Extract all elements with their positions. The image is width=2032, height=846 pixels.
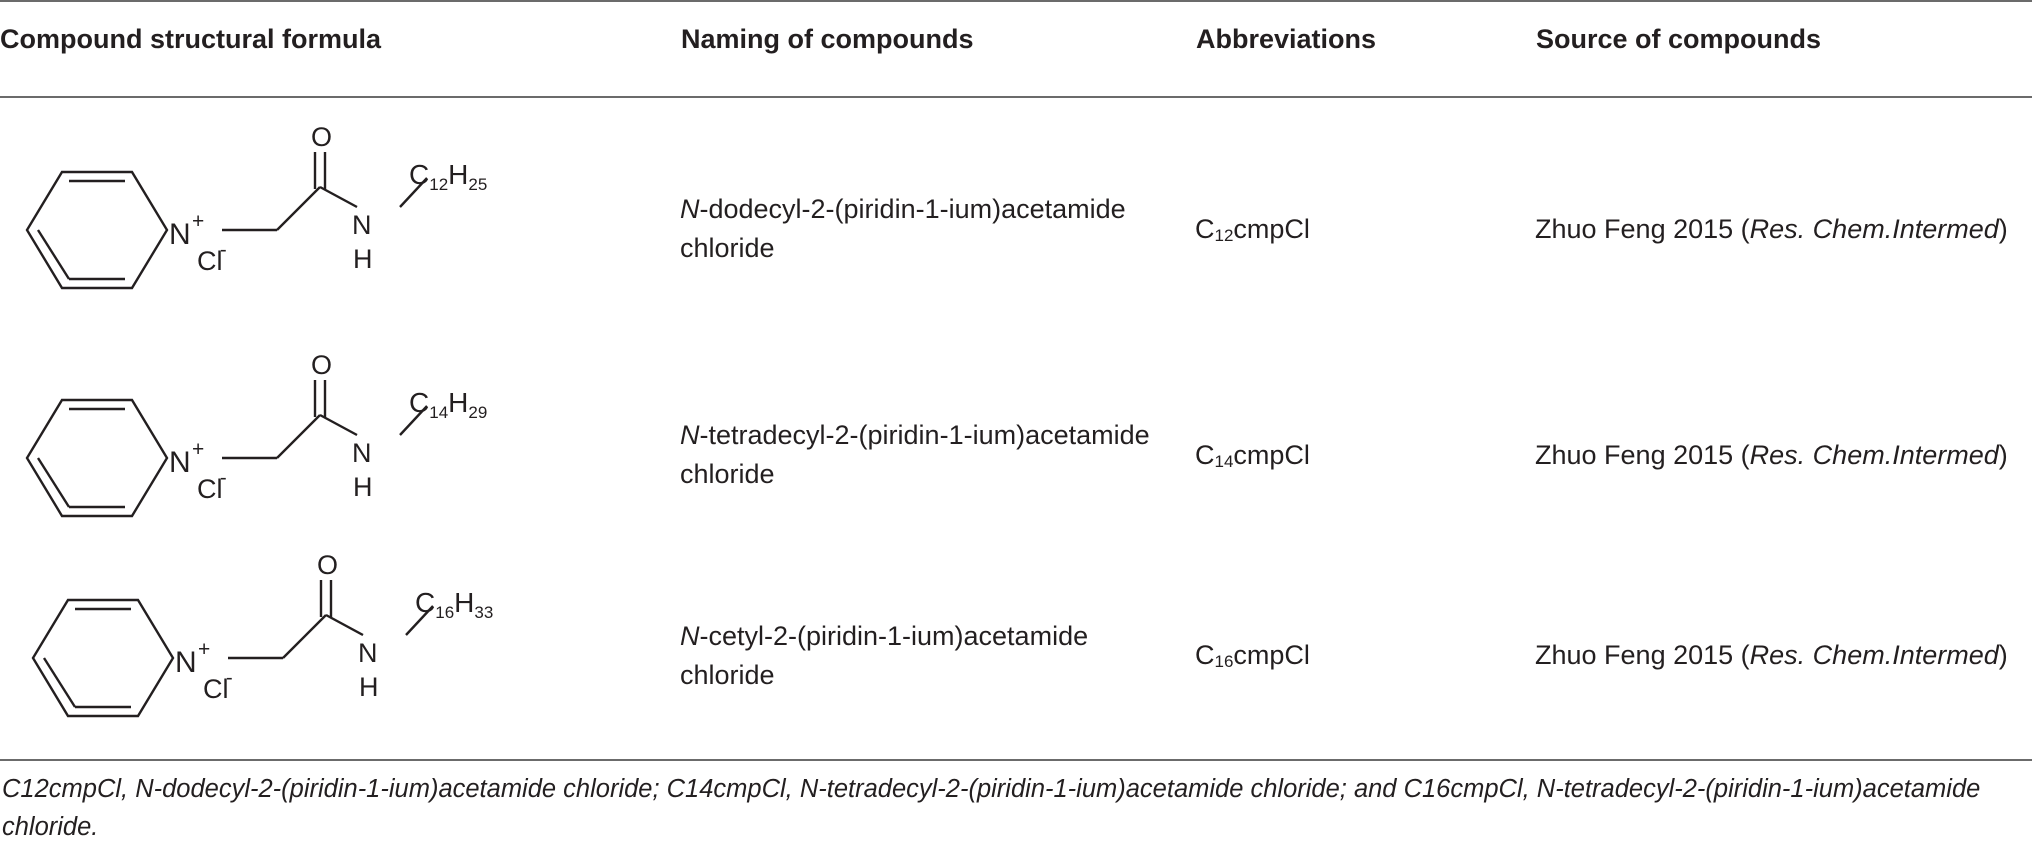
counter-charge-label: -	[220, 239, 227, 261]
counter-ion-label: Cl	[203, 674, 229, 704]
name-line2: chloride	[680, 459, 775, 489]
abbr-subscript: 16	[1214, 652, 1234, 671]
abbr-c: C	[1195, 640, 1215, 670]
amide-hydrogen-label: H	[353, 472, 373, 502]
alkyl-chain-label	[415, 587, 493, 622]
name-line2: chloride	[680, 660, 775, 690]
charge-label: +	[192, 210, 205, 233]
carbonyl-oxygen-label: O	[311, 122, 333, 152]
header-bottom-rule	[0, 96, 2032, 98]
alkyl-chain-label	[409, 387, 487, 422]
ring-nitrogen-label: N	[169, 218, 191, 251]
source-close: )	[1998, 640, 2008, 670]
abbr-subscript: 14	[1214, 452, 1234, 471]
source-main: Zhuo Feng 2015 (	[1535, 440, 1750, 470]
source-journal: Res. Chem.Intermed	[1749, 440, 1999, 470]
ring-nitrogen-label: N	[175, 646, 197, 679]
source-c12	[1535, 210, 2008, 249]
header-source: Source of compounds	[1536, 24, 1822, 54]
chain-hydrogen-count: 25	[468, 175, 488, 194]
abbreviation-c14	[1195, 436, 1310, 475]
compound-name-c16	[680, 617, 1088, 695]
name-rest: -dodecyl-2-(piridin-1-ium)acetamide	[699, 194, 1126, 224]
compound-name-c14	[680, 416, 1150, 494]
compound-name-c12	[680, 190, 1126, 268]
counter-ion-label: Cl	[197, 474, 223, 504]
source-journal: Res. Chem.Intermed	[1749, 214, 1999, 244]
amide-nitrogen-label: N	[358, 638, 378, 668]
chain-hydrogen: H	[454, 587, 475, 618]
chain-carbon-count: 14	[429, 403, 449, 422]
carbonyl-oxygen-label: O	[311, 350, 333, 380]
table-footnote: C12cmpCl, N-dodecyl-2-(piridin-1-ium)acetamide chloride; C14cmpCl, N-tetradecyl-2-(piridin-1-ium)acetamide chloride; and C16cmpCl, N-tetradecyl-2-(piridin-1-ium)acetamide chloride.	[2, 775, 1981, 841]
source-main: Zhuo Feng 2015 (	[1535, 640, 1750, 670]
amide-hydrogen-label: H	[359, 672, 379, 702]
table-top-rule	[0, 0, 2032, 2]
chain-carbon: C	[409, 387, 430, 418]
source-close: )	[1998, 214, 2008, 244]
chain-carbon-count: 12	[429, 175, 449, 194]
structural-formula-c12	[22, 108, 542, 298]
pyridinium-acetamide-structure	[22, 108, 542, 298]
chain-hydrogen-count: 29	[468, 403, 488, 422]
counter-charge-label: -	[220, 467, 227, 489]
amide-nitrogen-label: N	[352, 438, 372, 468]
name-line2: chloride	[680, 233, 775, 263]
source-main: Zhuo Feng 2015 (	[1535, 214, 1750, 244]
chain-hydrogen: H	[448, 387, 469, 418]
amide-hydrogen-label: H	[353, 244, 373, 274]
pyridinium-acetamide-structure	[28, 536, 548, 726]
abbr-subscript: 12	[1214, 226, 1234, 245]
source-c14	[1535, 436, 2008, 475]
charge-label: +	[192, 438, 205, 461]
alkyl-chain-label	[409, 159, 487, 194]
structural-formula-c16	[28, 536, 548, 726]
abbr-c: C	[1195, 440, 1215, 470]
amide-nitrogen-label: N	[352, 210, 372, 240]
header-abbreviation: Abbreviations	[1196, 24, 1377, 54]
chain-hydrogen: H	[448, 159, 469, 190]
abbr-c: C	[1195, 214, 1215, 244]
name-prefix: N	[680, 194, 700, 224]
name-rest: -tetradecyl-2-(piridin-1-ium)acetamide	[699, 420, 1150, 450]
structural-formula-c14	[22, 336, 542, 526]
abbr-rest: cmpCl	[1233, 440, 1310, 470]
name-prefix: N	[680, 621, 700, 651]
carbonyl-oxygen-label: O	[317, 550, 339, 580]
name-prefix: N	[680, 420, 700, 450]
name-rest: -cetyl-2-(piridin-1-ium)acetamide	[699, 621, 1089, 651]
header-structure: Compound structural formula	[0, 24, 382, 54]
ring-nitrogen-label: N	[169, 446, 191, 479]
abbr-rest: cmpCl	[1233, 640, 1310, 670]
source-journal: Res. Chem.Intermed	[1749, 640, 1999, 670]
counter-ion-label: Cl	[197, 246, 223, 276]
pyridinium-acetamide-structure	[22, 336, 542, 526]
counter-charge-label: -	[226, 667, 233, 689]
charge-label: +	[198, 638, 211, 661]
chain-carbon-count: 16	[435, 603, 455, 622]
header-naming: Naming of compounds	[681, 24, 974, 54]
abbr-rest: cmpCl	[1233, 214, 1310, 244]
chain-carbon: C	[415, 587, 436, 618]
chain-carbon: C	[409, 159, 430, 190]
abbreviation-c16	[1195, 636, 1310, 675]
chain-hydrogen-count: 33	[474, 603, 494, 622]
table-bottom-rule	[0, 759, 2032, 761]
source-c16	[1535, 636, 2008, 675]
source-close: )	[1998, 440, 2008, 470]
abbreviation-c12	[1195, 210, 1310, 249]
